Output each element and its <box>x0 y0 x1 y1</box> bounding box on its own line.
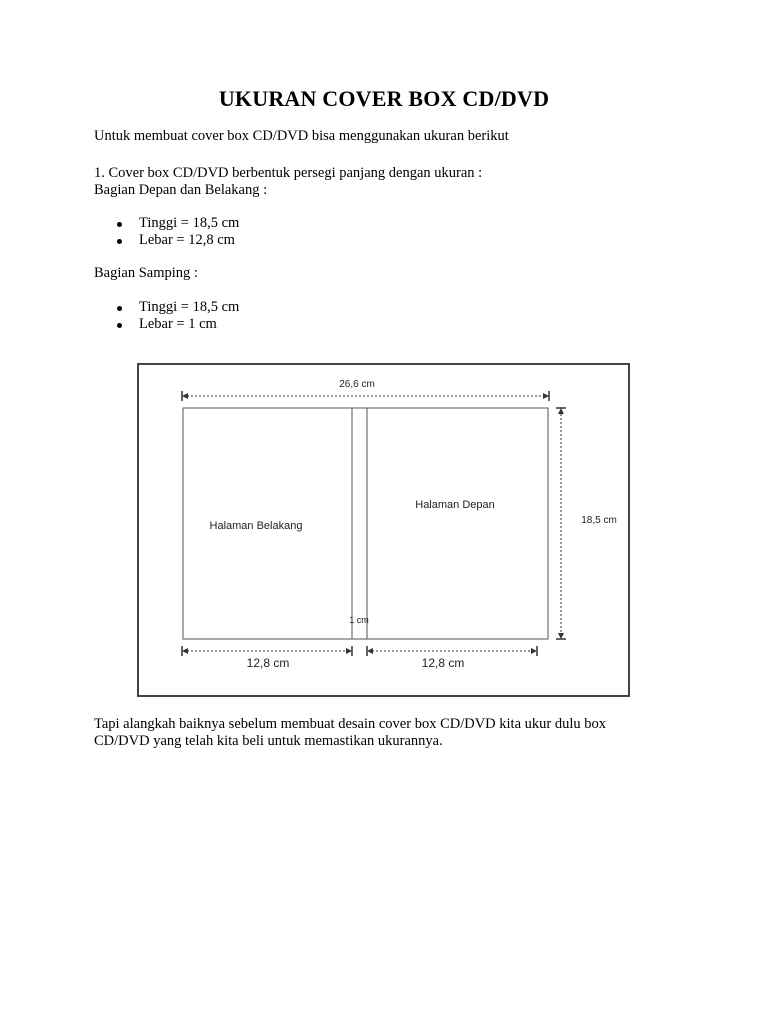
list-item: Tinggi = 18,5 cm <box>114 299 239 316</box>
back-panel-label: Halaman Belakang <box>209 520 303 532</box>
side-heading: Bagian Samping : <box>94 265 198 281</box>
point-1-text: 1. Cover box CD/DVD berbentuk persegi panjang dengan ukuran : <box>94 165 483 181</box>
page-title: UKURAN COVER BOX CD/DVD <box>218 86 550 111</box>
spine-label: 1 cm <box>349 615 369 625</box>
side-list <box>114 299 239 333</box>
closing-line-2: CD/DVD yang telah kita beli untuk memastikan ukurannya. <box>94 733 443 749</box>
list-item: Lebar = 1 cm <box>114 316 239 333</box>
front-back-list <box>114 215 239 249</box>
front-width-label: 12,8 cm <box>421 656 465 670</box>
closing-line-1: Tapi alangkah baiknya sebelum membuat desain cover box CD/DVD kita ukur dulu box <box>94 716 607 732</box>
diagram-svg <box>137 363 630 697</box>
total-width-label: 26,6 cm <box>339 379 375 390</box>
list-item: Tinggi = 18,5 cm <box>114 215 239 232</box>
cover-dimension-diagram <box>137 363 630 697</box>
front-panel-label: Halaman Depan <box>415 499 495 511</box>
height-label: 18,5 cm <box>581 515 617 526</box>
back-width-label: 12,8 cm <box>246 656 290 670</box>
intro-text: Untuk membuat cover box CD/DVD bisa menggunakan ukuran berikut <box>94 128 509 144</box>
list-item: Lebar = 12,8 cm <box>114 232 239 249</box>
front-back-heading: Bagian Depan dan Belakang : <box>94 182 268 198</box>
